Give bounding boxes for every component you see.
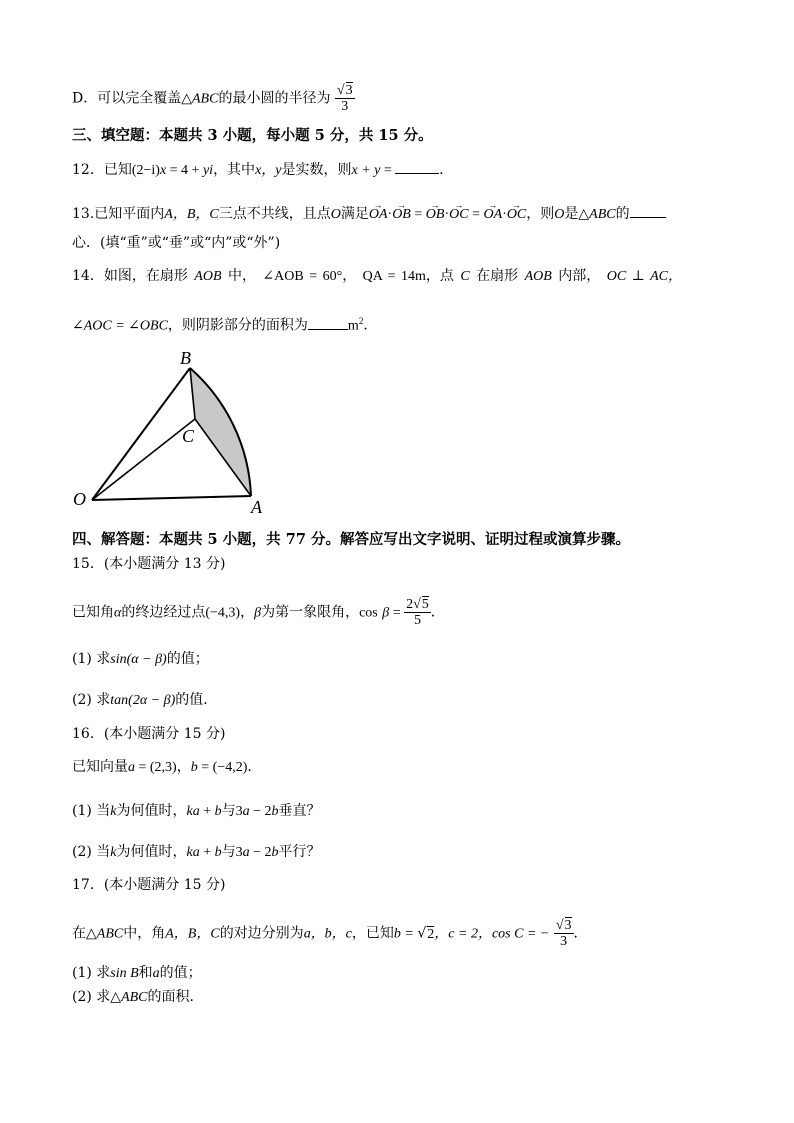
part-end: 的值； [159, 965, 202, 981]
question-16-part1 [72, 801, 321, 822]
sector-aob: AOB [194, 269, 222, 284]
fraction-2sqrt5-over-5: $\frac{2√5}{5}$ [406, 597, 429, 628]
b-eq: b = [393, 926, 418, 942]
eq: = [410, 207, 426, 222]
q12-expr: (2−i) [131, 163, 160, 178]
comma: ， [176, 759, 191, 775]
question-15-header: 15．(本小题满分 13 分) [72, 556, 226, 572]
part-end: 平行？ [278, 844, 321, 860]
q13-text5: 的 [615, 206, 630, 222]
plus: + [199, 845, 215, 860]
vector-a-value: = (2,3) [135, 760, 177, 775]
cos-c: cos C = − [491, 926, 550, 942]
frac-denominator: 3 [560, 934, 568, 949]
vector-b: b [271, 845, 279, 860]
q12-end: ． [439, 162, 454, 178]
vector-b-value: = (−4,2) [197, 760, 248, 775]
q13-point-o: O [330, 207, 341, 222]
minus-2: − 2 [249, 845, 272, 860]
perp-condition: OC ⊥ AC， [606, 269, 682, 284]
dot-op: · [444, 207, 450, 222]
q12-yi: yi [202, 163, 214, 178]
eq: = [389, 605, 405, 621]
frac-denominator: 3 [341, 99, 349, 114]
part-label: (1) 求 [72, 965, 111, 981]
part-label: (2) 求 [72, 692, 111, 708]
q15-text: 的终边经过点 [121, 604, 206, 621]
part-label: (2) 求△ [72, 989, 122, 1005]
q13-text: 三点不共线，且点 [218, 206, 331, 222]
q16-end: ． [247, 759, 262, 775]
segment-oa [92, 496, 251, 500]
question-15-part1 [72, 649, 209, 670]
question-13-line2: 心．(填“重”或“垂”或“内”或“外”) [72, 235, 281, 251]
question-12 [72, 159, 453, 181]
q17-text: 中，角 [123, 925, 166, 942]
vector-ob: → OB [426, 205, 445, 225]
point-coords: (−4,3) [205, 605, 241, 621]
angle-aob: ∠AOB = 60°， [262, 269, 357, 284]
part-label: (1) 求 [72, 651, 111, 667]
q12-lead: 12．已知 [72, 162, 132, 178]
beta: β [254, 605, 262, 621]
dot-op: · [387, 207, 393, 222]
q12-text2: 是实数，则 [281, 162, 352, 178]
fraction-sqrt3-over-3: $\frac{√3}{3}$ [336, 83, 353, 114]
vector-ob: → OB [392, 205, 411, 225]
vector-oa: → OA [483, 205, 502, 225]
question-15-part2 [72, 690, 217, 711]
label-b: B [180, 348, 191, 368]
vector-b: b [214, 804, 222, 819]
frac-coef: 2 [406, 597, 414, 612]
vector-oc: → OC [507, 205, 526, 225]
part-end: 垂直？ [278, 803, 321, 819]
q17-and: 和 [138, 965, 153, 981]
q17-text3: ，已知 [351, 925, 394, 942]
label-a: A [251, 497, 262, 516]
unit-exponent: 2 [358, 316, 364, 326]
question-16-part2 [72, 842, 321, 863]
q17-end: ． [573, 925, 588, 942]
unit: m [347, 318, 359, 334]
sector-figure [70, 348, 270, 516]
coef-3: 3 [235, 845, 243, 860]
q15-text2: 为第一象限角， [261, 604, 360, 621]
q15-expr1: sin(α − β) [110, 652, 167, 667]
q15-end: ． [430, 604, 445, 621]
q17-text2: 的对边分别为 [219, 925, 304, 942]
angle-equality: ∠AOC = ∠OBC [72, 318, 168, 334]
beta: β [382, 605, 390, 621]
part-end: 的值． [175, 692, 218, 708]
triangle-abc: ABC [192, 91, 219, 107]
part-end: 的面积． [147, 989, 204, 1005]
q13-lead: 13.已知平面内 [72, 206, 165, 222]
q13-text3: ，则 [526, 206, 555, 222]
q15-lead: 已知角 [72, 604, 114, 621]
q14-text3: 在扇形 [476, 268, 519, 284]
frac-numerator: 3 [345, 83, 353, 98]
part-label: (2) 当 [72, 844, 111, 860]
choice-d-prefix: D．可以完全覆盖△ [72, 90, 192, 107]
comma: ， [240, 604, 255, 621]
dot-op: · [502, 207, 507, 222]
section-3-title: 三、填空题：本题共 3 小题，每小题 5 分，共 15 分。 [72, 127, 433, 144]
q17-lead: 在△ [72, 925, 97, 942]
q12-eq: = 4 + [166, 163, 203, 178]
q13-text4: 是△ [564, 206, 590, 222]
part-end: 的值； [166, 651, 209, 667]
vector-b: b [271, 804, 279, 819]
answer-blank [630, 203, 666, 218]
frac-numerator: 3 [564, 918, 572, 933]
vector-oa: → OA [369, 205, 388, 225]
vector-a: a [192, 845, 200, 860]
vector-a: a [128, 760, 135, 775]
answer-blank [395, 159, 439, 174]
q14-text5: ，则阴影部分的面积为 [167, 317, 308, 334]
q16-text: 为何值时， [116, 803, 187, 819]
q13-text2: 满足 [340, 206, 369, 222]
q14-text2: ，点 [425, 268, 454, 284]
choice-d [72, 83, 355, 114]
vector-b: b [214, 845, 222, 860]
label-o: O [73, 489, 86, 509]
q14-text4: 内部， [558, 268, 601, 284]
choice-d-text: 的最小圆的半径为 [218, 90, 331, 107]
q16-lead: 已知向量 [72, 759, 128, 775]
side-a: a [152, 966, 160, 981]
cos-fn: cos [359, 605, 378, 621]
sides: a，b，c [303, 926, 352, 942]
q16-text: 为何值时， [116, 844, 187, 860]
triangle-abc: ABC [589, 207, 616, 222]
var-k: k [186, 845, 193, 860]
section-4-title: 四、解答题：本题共 5 小题，共 77 分。解答应写出文字说明、证明过程或演算步骤。 [72, 531, 630, 548]
q14-lead: 14．如图，在扇形 [72, 268, 188, 284]
triangle-abc: ABC [121, 990, 148, 1005]
vector-b: b [190, 760, 198, 775]
question-17-part1 [72, 963, 202, 984]
eq: = [468, 207, 484, 222]
q12-x: x [159, 163, 167, 178]
q14-text: 中， [227, 268, 256, 284]
question-17-header: 17．(本小题满分 15 分) [72, 877, 226, 893]
length-qa: QA = 14m [362, 269, 426, 284]
shaded-region [190, 368, 251, 496]
q12-vars: x，y [255, 163, 282, 178]
var-k: k [110, 804, 117, 819]
sqrt-2: 2 [427, 926, 435, 942]
q12-sum: x + y [351, 163, 381, 178]
frac-radicand: 5 [421, 597, 429, 612]
question-14-line2 [72, 311, 377, 337]
vector-a: a [242, 845, 250, 860]
triangle-abc: ABC [96, 926, 124, 942]
q14-end: ． [363, 317, 378, 334]
question-16-header: 16．(本小题满分 15 分) [72, 726, 226, 742]
q13-point-o: O [554, 207, 565, 222]
label-c: C [182, 426, 195, 446]
plus: + [199, 804, 215, 819]
question-17-part2 [72, 987, 204, 1008]
var-k: k [110, 845, 117, 860]
minus-2: − 2 [249, 804, 272, 819]
coef-3: 3 [235, 804, 243, 819]
question-17-stem: 在△ABC中，角A，B，C的对边分别为a，b，c，已知b = √2，c = 2，cos C = − $\frac{√3}{3}$ ． [72, 918, 588, 949]
q13-points: A，B，C [164, 207, 219, 222]
question-13 [72, 203, 666, 225]
sin-b: sin B [110, 966, 139, 981]
part-label: (1) 当 [72, 803, 111, 819]
frac-denominator: 5 [413, 613, 421, 628]
var-k: k [186, 804, 193, 819]
alpha: α [114, 605, 122, 621]
vector-a: a [242, 804, 250, 819]
question-14 [72, 266, 682, 287]
q12-text: ，其中 [213, 162, 256, 178]
fraction-sqrt3-over-3: $\frac{√3}{3}$ [555, 918, 572, 949]
vector-a: a [192, 804, 200, 819]
point-c: C [460, 269, 470, 284]
answer-blank [308, 315, 348, 330]
sector-aob: AOB [524, 269, 552, 284]
q16-with: 与 [221, 844, 236, 860]
vector-oc: → OC [449, 205, 468, 225]
question-16-stem [72, 757, 261, 778]
question-15-stem [72, 597, 445, 628]
angles: A，B，C [165, 926, 220, 942]
q15-expr2: tan(2α − β) [110, 693, 176, 708]
c-eq: ，c = 2， [434, 926, 492, 942]
q12-equals: = [380, 163, 396, 178]
q16-with: 与 [221, 803, 236, 819]
